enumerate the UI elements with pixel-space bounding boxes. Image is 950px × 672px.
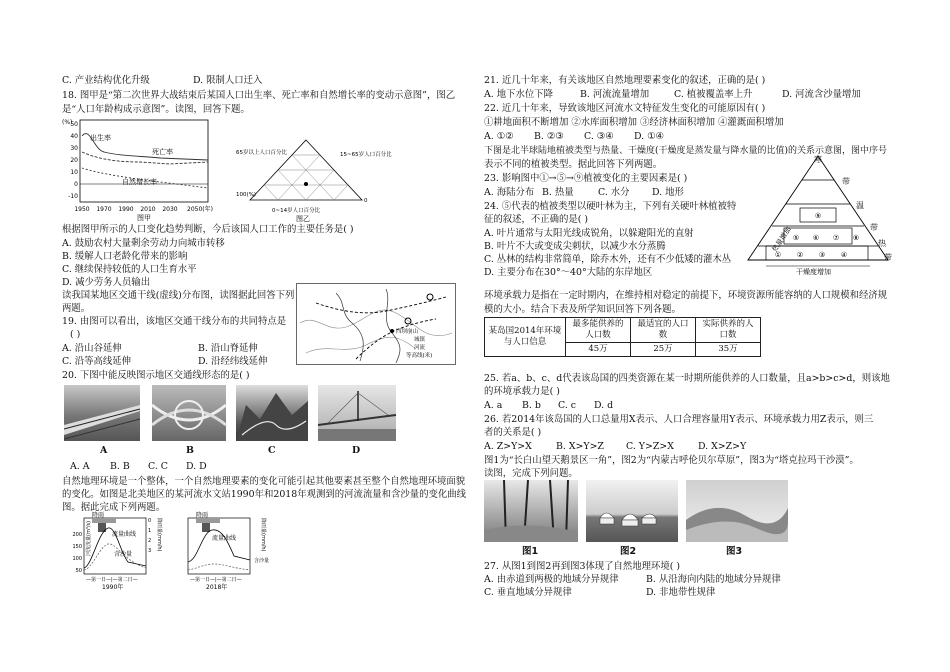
veg-num: ⑤ bbox=[792, 234, 800, 242]
q23-option-a: A. 海陆分布 bbox=[484, 187, 535, 198]
vegetation-intro-line2: 表示不同的植被类型。据此回答下列两题。 bbox=[484, 159, 663, 170]
q25-stem-line2: 的环境承载力是( ) bbox=[484, 386, 560, 397]
hydro1-yleft-tick: 150 bbox=[72, 544, 82, 550]
photo-d bbox=[318, 385, 396, 441]
table-value-optimal: 25万 bbox=[631, 343, 696, 357]
birth-rate-label: 出生率 bbox=[90, 134, 111, 142]
q18-option-a: A. 鼓励农村大量剩余劳动力向城市转移 bbox=[62, 238, 225, 249]
q27-option-a: A. 由赤道到两极的地域分异规律 bbox=[484, 574, 619, 585]
ternary-right-label: 15~65岁人口百分比 bbox=[340, 152, 392, 158]
ternary-bottom-label: 0~14岁人口百分比 bbox=[272, 208, 321, 214]
figure2-grassland-photo bbox=[586, 480, 678, 542]
q20-option-b: B. B bbox=[110, 461, 130, 472]
q19-option-c: C. 沿等高线延伸 bbox=[62, 356, 132, 367]
chart-a-caption: 图甲 bbox=[137, 214, 151, 222]
q18-stem-line1: 18. 图甲是“第二次世界大战结束后某国人口出生率、死亡率和自然增长率的变动示意图”，图乙 bbox=[62, 90, 456, 101]
chart-a-ytick: 10 bbox=[70, 169, 78, 176]
traffic-map bbox=[296, 283, 456, 365]
hydro2-year: 2018年 bbox=[206, 584, 228, 591]
photo-c bbox=[236, 385, 308, 441]
natural-growth-label: 自然增长率 bbox=[122, 178, 157, 186]
ternary-pct100: 100(%) bbox=[236, 192, 257, 198]
q24-option-d: D. 主要分布在30°～40°大陆的东岸地区 bbox=[484, 267, 653, 278]
q22-option-a: A. ①② bbox=[484, 131, 514, 142]
q23-option-d: D. 地形 bbox=[652, 187, 684, 198]
zone-temperate-band: 带 bbox=[870, 223, 878, 232]
population-rate-chart bbox=[60, 116, 220, 222]
hydrograph-1990 bbox=[62, 512, 166, 590]
q22-option-b: B. ②③ bbox=[534, 131, 564, 142]
q23-option-b: B. 热量 bbox=[542, 187, 574, 198]
hydro1-yleft-tick: 200 bbox=[72, 532, 82, 538]
q17-option-c: C. 产业结构优化升级 bbox=[62, 75, 150, 86]
hydro1-yright-tick: 0 bbox=[148, 518, 152, 524]
q18-option-c: C. 继续保持较低的人口生育水平 bbox=[62, 264, 197, 275]
q24-stem-line1: 24. ⑤代表的植被类型以硬叶林为主，下列有关硬叶林植被特 bbox=[484, 201, 737, 212]
photo-d-label: D bbox=[352, 445, 361, 456]
map-place-label: 四坝崩山 bbox=[396, 329, 419, 335]
q17-option-d: D. 限制人口迁入 bbox=[193, 75, 263, 86]
q20-stem: 20. 下图中能反映图示地区交通线形态的是( ) bbox=[62, 370, 250, 381]
chart-a-frame bbox=[80, 120, 208, 202]
q27-option-b: B. 从沿海向内陆的地域分异规律 bbox=[646, 574, 781, 585]
photo-a bbox=[64, 385, 140, 441]
photo-c-label: C bbox=[268, 445, 276, 456]
hydro1-yleft-tick: 50 bbox=[75, 568, 82, 574]
figure-intro-line2: 读图，完成下列问题。 bbox=[484, 468, 578, 479]
chart-a-xtick: 2030 bbox=[162, 206, 178, 213]
hydro1-sand-label: 含沙量 bbox=[114, 551, 133, 558]
ternary-pct0: 0 bbox=[364, 198, 368, 204]
hydro2-right-axis: 降雨量(mm/h) bbox=[260, 518, 266, 552]
veg-num: ⑥ bbox=[812, 234, 820, 242]
age-structure-ternary bbox=[236, 132, 392, 223]
hydro2-rain-label: 降雨 bbox=[196, 512, 209, 519]
veg-num: ⑨ bbox=[814, 212, 822, 220]
q18-option-b: B. 缓解人口老龄化带来的影响 bbox=[62, 251, 188, 262]
q26-option-a: A. Z>Y>X bbox=[484, 441, 532, 452]
chart-a-xtick: 1950 bbox=[74, 206, 90, 213]
q25-option-d: D. d bbox=[594, 400, 614, 411]
q21-option-c: C. 植被覆盖率上升 bbox=[674, 89, 753, 100]
chart-b-caption: 图乙 bbox=[296, 215, 310, 223]
hydro1-yright-tick: 3 bbox=[148, 548, 152, 554]
map-legend-river: 河流 bbox=[414, 345, 426, 351]
q18-question: 根据图甲所示的人口变化趋势判断，今后该国人口工作的主要任务是( ) bbox=[62, 224, 354, 235]
table-header-max: 最多能供养的人口数 bbox=[566, 318, 631, 343]
q23-stem: 23. 影响图中①→⑤→⑨植被变化的主要因素是( ) bbox=[484, 173, 688, 184]
photo-b-label: B bbox=[186, 445, 194, 456]
q22-stem: 22. 近几十年来，导致该地区河流水文特征发生变化的可能原因有( ) bbox=[484, 103, 766, 114]
death-rate-line bbox=[82, 152, 208, 164]
figure1-caption: 图1 bbox=[522, 546, 539, 557]
zone-hot: 热 bbox=[878, 239, 886, 248]
q21-option-d: D. 河流含沙量增加 bbox=[782, 89, 861, 100]
chart-a-ylabel: (%) bbox=[62, 119, 73, 126]
q19-option-a: A. 沿山谷延伸 bbox=[62, 343, 122, 354]
hydro2-sand-curve bbox=[188, 564, 250, 570]
zone-hot-band: 带 bbox=[884, 253, 892, 262]
q24-option-a: A. 叶片通常与太阳光线成锐角，以躲避阳光的直射 bbox=[484, 228, 694, 239]
environment-population-table bbox=[484, 317, 761, 357]
vegetation-intro-line1: 下图是北半球陆地植被类型与热量、干燥度(干燥度是蒸发量与降水量的比值)的关系示意图，图中序号 bbox=[484, 146, 888, 156]
chart-a-xtick: 1990 bbox=[118, 206, 134, 213]
q19-stem: 19. 由图可以看出，该地区交通干线分布的共同特点是 bbox=[62, 316, 287, 327]
q21-option-b: B. 河流流量增加 bbox=[580, 89, 650, 100]
q18-stem-line2: 是“人口年龄构成示意图”。读图，回答下题。 bbox=[62, 104, 250, 115]
table-header-optimal: 最适宜的人口数 bbox=[631, 318, 696, 343]
ternary-left-label: 65岁以上人口百分比 bbox=[236, 150, 287, 156]
q27-option-c: C. 垂直地域分异规律 bbox=[484, 587, 572, 598]
q19-paren: ( ) bbox=[70, 329, 81, 340]
q24-option-b: B. 叶片不大或变成尖刺状，以减少水分蒸腾 bbox=[484, 241, 666, 252]
vegetation-pyramid bbox=[738, 150, 898, 276]
hydro1-left-axis: 河流流量(m³/s) bbox=[86, 520, 92, 556]
q22-option-c: C. ③④ bbox=[584, 131, 614, 142]
death-rate-label: 死亡率 bbox=[152, 148, 173, 156]
q26-option-d: D. X>Z>Y bbox=[698, 441, 747, 452]
passage-line2: 的变化。如图是北美地区的某河流水文站1990年和2018年观测到的河流流量和含沙量的变化曲线 bbox=[62, 489, 466, 500]
hydro2-bottom-axis: —第一日—|—第二日— bbox=[190, 577, 242, 583]
hydro1-yright-tick: 2 bbox=[148, 538, 152, 544]
table-value-actual: 35万 bbox=[696, 343, 761, 357]
figure2-caption: 图2 bbox=[620, 546, 637, 557]
veg-num: ④ bbox=[840, 251, 848, 259]
hydro2-flow-label: 流量曲线 bbox=[212, 535, 237, 542]
q19-option-b: B. 沿山脊延伸 bbox=[198, 343, 258, 354]
photo-a-label: A bbox=[100, 445, 108, 456]
q22-option-d: D. ①④ bbox=[634, 131, 664, 142]
q18-option-d: D. 减少劳务人员输出 bbox=[62, 277, 151, 288]
zone-cold-band: 带 bbox=[842, 177, 850, 186]
q24-option-c: C. 丛林的结构非常简单，除乔木外，还有不少低矮的灌木丛 bbox=[484, 254, 732, 265]
photo-b bbox=[152, 385, 226, 441]
q27-option-d: D. 非地带性规律 bbox=[646, 587, 716, 598]
q26-option-c: C. Y>Z>X bbox=[626, 441, 674, 452]
chart-a-ytick: 0 bbox=[74, 181, 78, 188]
hydro1-flow-label: 流量曲线 bbox=[112, 531, 137, 538]
figure3-desert-photo bbox=[686, 480, 788, 542]
hydro1-yright-tick: 1 bbox=[148, 528, 152, 534]
q26-stem-line2: 者的关系是( ) bbox=[484, 427, 542, 438]
q27-stem: 27. 从图1到图2再到图3体现了自然地理环境( ) bbox=[484, 561, 681, 572]
heat-axis-label: 热量增加 bbox=[770, 225, 793, 254]
passage-line3: 图。据此完成下列两题。 bbox=[62, 502, 166, 513]
hydro2-sand-label: 含沙量 bbox=[254, 558, 270, 564]
veg-num: ② bbox=[796, 251, 804, 259]
zone-cold: 寒 bbox=[814, 155, 822, 164]
hydro1-year: 1990年 bbox=[102, 584, 124, 591]
chart-a-xtick: 1970 bbox=[96, 206, 112, 213]
hydro1-rain-label: 降雨 bbox=[92, 512, 105, 519]
q20-option-d: D. D bbox=[186, 461, 207, 472]
table-value-max: 45万 bbox=[566, 343, 631, 357]
q25-option-c: C. c bbox=[558, 400, 577, 411]
q19-intro-line1: 读我国某地区交通干线(虚线)分布图，读图据此回答下列 bbox=[62, 290, 295, 301]
chart-a-xtick: 2050(年) bbox=[187, 206, 213, 213]
capacity-intro-line1: 环境承载力是指在一定时期内，在维持相对稳定的前提下，环境资源所能容纳的人口规模和经济规 bbox=[484, 290, 888, 301]
veg-num: ① bbox=[774, 251, 782, 259]
veg-num: ③ bbox=[818, 251, 826, 259]
q26-option-b: B. X>Y>Z bbox=[556, 441, 604, 452]
capacity-intro-line2: 模的大小。结合下表及所学知识回答下列各题。 bbox=[484, 304, 681, 315]
hydro1-yleft-tick: 100 bbox=[72, 556, 82, 562]
table-header-title: 某岛国2014年环境与人口信息 bbox=[485, 318, 566, 357]
q21-option-a: A. 地下水位下降 bbox=[484, 89, 553, 100]
chart-a-xtick: 2010 bbox=[140, 206, 156, 213]
q20-option-c: C. C bbox=[148, 461, 168, 472]
figure3-caption: 图3 bbox=[726, 546, 743, 557]
veg-num: ⑦ bbox=[832, 234, 840, 242]
q25-option-b: B. b bbox=[522, 400, 541, 411]
q19-option-d: D. 沿经纬线延伸 bbox=[198, 356, 268, 367]
table-header-actual: 实际供养的人口数 bbox=[696, 318, 761, 343]
hydrograph-2018 bbox=[176, 512, 280, 590]
chart-a-ytick: 20 bbox=[70, 157, 78, 164]
dryness-axis-label: 干燥度增加 bbox=[796, 268, 831, 276]
hydro1-right-axis: 降雨量(mm/h) bbox=[156, 518, 162, 552]
q25-option-a: A. a bbox=[484, 400, 503, 411]
veg-num: ⑧ bbox=[852, 234, 860, 242]
q26-stem-line1: 26. 若2014年该岛国的人口总量用X表示、人口合理容量用Y表示、环境承载力用Z表示，则三 bbox=[484, 414, 874, 425]
q24-stem-line2: 征的叙述，不正确的是( ) bbox=[484, 214, 589, 225]
q20-option-a: A. A bbox=[70, 461, 90, 472]
chart-a-ytick: -10 bbox=[68, 193, 78, 200]
chart-a-ytick: 40 bbox=[70, 133, 78, 140]
map-legend-contour: 等高线(米) bbox=[406, 353, 433, 359]
figure-intro-line1: 图1为“长白山望天鹅景区一角”，图2为“内蒙古呼伦贝尔草原”，图3为“塔克拉玛干沙漠”。 bbox=[484, 455, 859, 466]
chart-a-ytick: 30 bbox=[70, 145, 78, 152]
ternary-point bbox=[304, 182, 308, 186]
figure1-forest-photo bbox=[484, 480, 578, 542]
passage-line1: 自然地理环境是一个整体，一个自然地理要素的变化可能引起其他要素甚至整个自然地理环境面貌 bbox=[62, 476, 466, 487]
q23-option-c: C. 水分 bbox=[598, 187, 630, 198]
chart-a-ytick: 50 bbox=[70, 121, 78, 128]
zone-temperate: 温 bbox=[856, 201, 864, 210]
q19-intro-line2: 两题。 bbox=[62, 303, 91, 314]
q21-stem: 21. 近几十年来，有关该地区自然地理要素变化的叙述，正确的是( ) bbox=[484, 75, 766, 86]
map-legend-city: 城镇 bbox=[414, 337, 426, 343]
hydro1-bottom-axis: —第一日—|—第二日— bbox=[86, 577, 138, 583]
q22-items: ①耕地面积不断增加 ②水库面积增加 ③经济林面积增加 ④灌溉面积增加 bbox=[484, 117, 784, 128]
q25-stem-line1: 25. 若a、b、c、d代表该岛国的四类资源在某一时期所能供养的人口数量，且a>b>c>d，则该地 bbox=[484, 373, 890, 384]
